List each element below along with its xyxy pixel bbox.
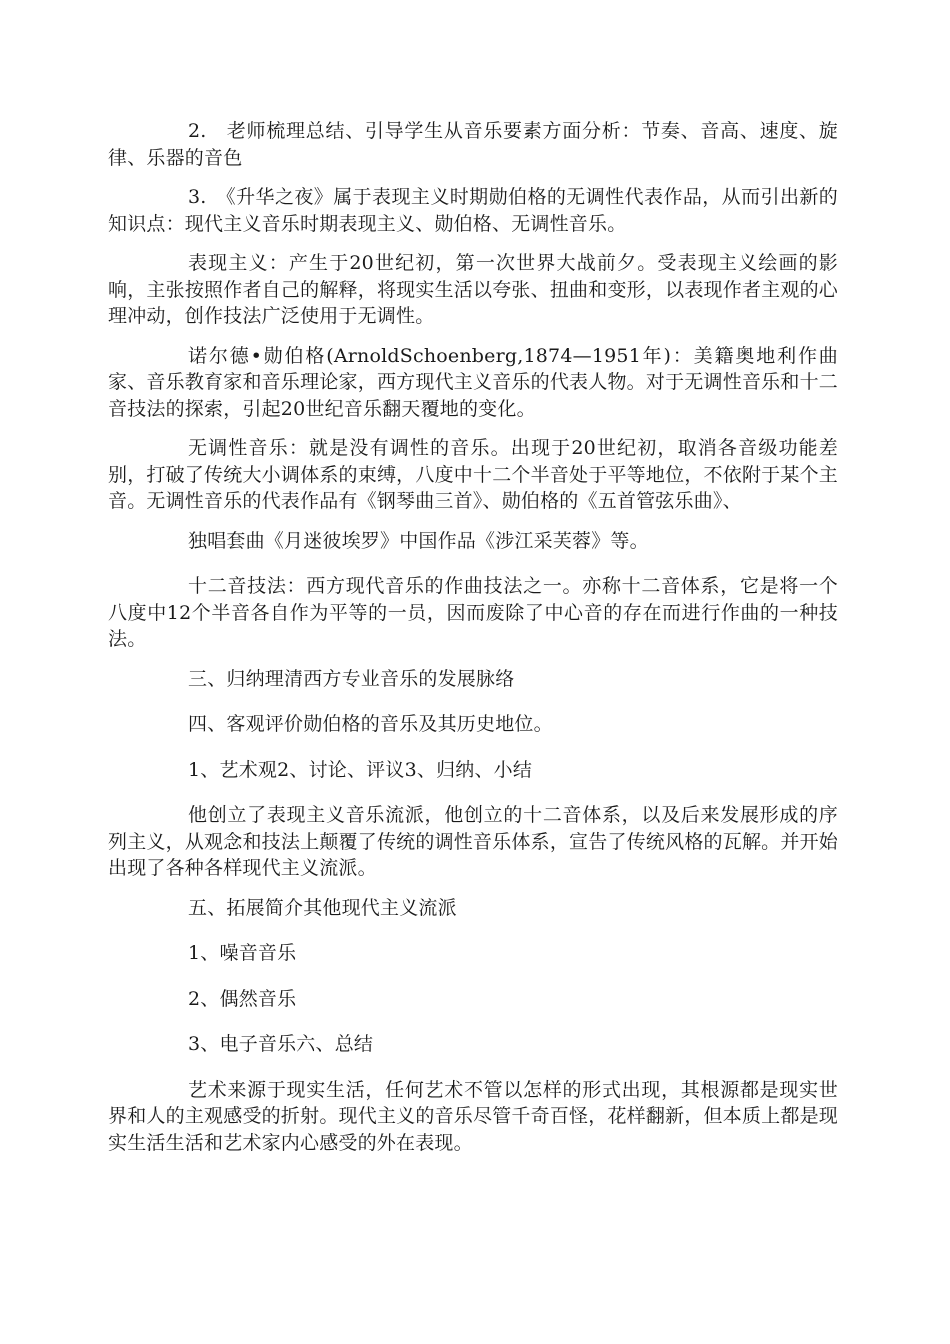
paragraph-teacher-summary: 2. 老师梳理总结、引导学生从音乐要素方面分析：节奏、音高、速度、旋律、乐器的音色 <box>108 120 838 169</box>
paragraph-atonal-music: 无调性音乐：就是没有调性的音乐。出现于20世纪初，取消各音级功能差别，打破了传统大小调体系的束缚，八度中十二个半音处于平等地位，不依附于某个主音。无调性音乐的代表作品有《钢琴曲三首》、勋伯格的《五首管弦乐曲》、 <box>108 437 838 512</box>
paragraph-sublimation-night: 3. 《升华之夜》属于表现主义时期勋伯格的无调性代表作品，从而引出新的知识点：现代主义音乐时期表现主义、勋伯格、无调性音乐。 <box>108 186 838 235</box>
paragraph-conclusion: 艺术来源于现实生活，任何艺术不管以怎样的形式出现，其根源都是现实世界和人的主观感受的折射。现代主义的音乐尽管千奇百怪，花样翻新，但本质上都是现实生活生活和艺术家内心感受的外在表现。 <box>108 1078 838 1154</box>
paragraph-song-cycle: 独唱套曲《月迷彼埃罗》中国作品《涉江采芙蓉》等。 <box>188 529 649 552</box>
paragraph-schoenberg: 诺尔德•勋伯格(ArnoldSchoenberg,1874—1951年)：美籍奥地利作曲家、音乐教育家和音乐理论家，西方现代主义音乐的代表人物。对于无调性音乐和十二音技法的探索，引起20世纪音乐翻天覆地的变化。 <box>108 344 838 420</box>
list-item-chance-music: 2、偶然音乐 <box>188 987 297 1010</box>
paragraph-expressionism: 表现主义：产生于20世纪初，第一次世界大战前夕。受表现主义绘画的影响，主张按照作者自己的解释，将现实生活以夸张、扭曲和变形，以表现作者主观的心理冲动，创作技法广泛使用于无调性。 <box>108 252 838 327</box>
section-heading-four: 四、客观评价勋伯格的音乐及其历史地位。 <box>188 713 553 735</box>
paragraph-art-view: 1、艺术观2、讨论、评议3、归纳、小结 <box>188 758 533 781</box>
document-body <box>108 118 838 1169</box>
section-heading-five: 五、拓展简介其他现代主义流派 <box>188 896 457 919</box>
section-heading-three: 三、归纳理清西方专业音乐的发展脉络 <box>188 667 515 690</box>
list-item-electronic-music: 3、电子音乐六、总结 <box>188 1033 374 1055</box>
paragraph-schoenberg-legacy: 他创立了表现主义音乐流派，他创立的十二音体系，以及后来发展形成的序列主义，从观念和技法上颠覆了传统的调性音乐体系，宣告了传统风格的瓦解。并开始出现了各种各样现代主义流派。 <box>108 804 838 879</box>
list-item-noise-music: 1、噪音音乐 <box>188 942 297 964</box>
paragraph-twelve-tone: 十二音技法：西方现代音乐的作曲技法之一。亦称十二音体系，它是将一个八度中12个半音各自作为平等的一员，因而废除了中心音的存在而进行作曲的一种技法。 <box>108 575 838 650</box>
